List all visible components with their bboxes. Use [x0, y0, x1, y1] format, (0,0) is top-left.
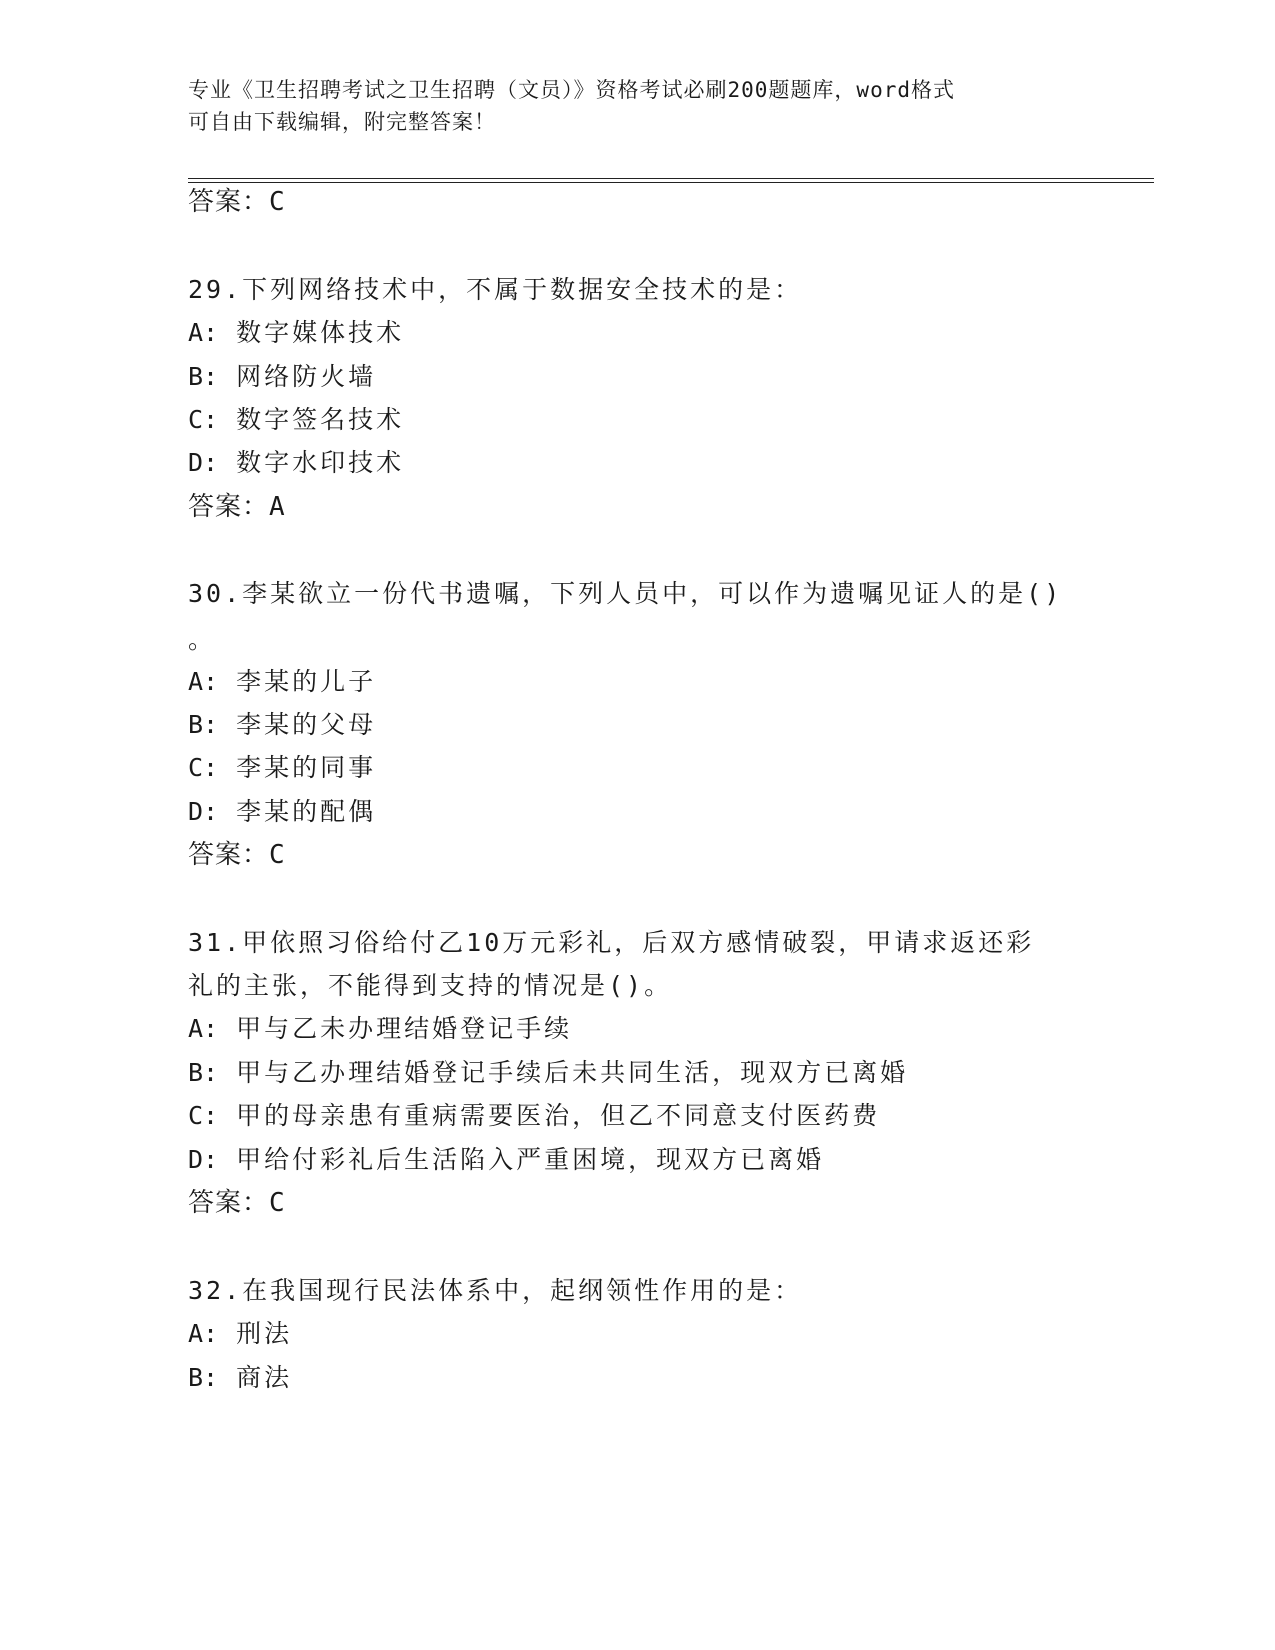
option-text: 甲的母亲患有重病需要医治，但乙不同意支付医药费: [236, 1101, 881, 1130]
question-31-line-2: 礼的主张，不能得到支持的情况是()。: [188, 971, 673, 1000]
option-letter: C:: [188, 405, 219, 434]
option-letter: B:: [188, 710, 219, 739]
document-header: [188, 74, 1088, 138]
question-29-option-b: [188, 361, 376, 393]
answer-label: 答案：: [188, 187, 270, 217]
option-text: 甲与乙未办理结婚登记手续: [236, 1014, 573, 1043]
header-title-line-2: 可自由下载编辑，附完整答案！: [188, 110, 496, 134]
option-text: 数字水印技术: [236, 448, 405, 477]
answer-value: C: [269, 840, 286, 870]
question-31-line-1: 31.甲依照习俗给付乙10万元彩礼，后双方感情破裂，甲请求返还彩: [188, 928, 1035, 957]
answer-label: 答案：: [188, 840, 270, 870]
option-text: 李某的同事: [236, 753, 377, 782]
question-30-line-2: 。: [188, 625, 217, 654]
answer-value: C: [269, 187, 286, 217]
question-31-option-d: [188, 1144, 824, 1176]
option-letter: A:: [188, 1014, 219, 1043]
question-29: 29.下列网络技术中，不属于数据安全技术的是：: [188, 275, 803, 304]
answer-value: A: [269, 492, 286, 522]
option-letter: D:: [188, 448, 219, 477]
question-32-option-a: [188, 1318, 292, 1350]
header-divider-top: [188, 178, 1154, 179]
answer-value: C: [269, 1188, 286, 1218]
question-30-option-b: [188, 709, 376, 741]
question-29-option-a: [188, 317, 404, 349]
answer-label: 答案：: [188, 492, 270, 522]
option-letter: A:: [188, 318, 219, 347]
option-letter: A:: [188, 1319, 219, 1348]
question-30-line-1: 30.李某欲立一份代书遗嘱，下列人员中，可以作为遗嘱见证人的是(): [188, 579, 1063, 608]
answer-31: [188, 1187, 286, 1219]
option-text: 李某的配偶: [236, 797, 377, 826]
option-letter: D:: [188, 797, 219, 826]
question-32: 32.在我国现行民法体系中，起纲领性作用的是：: [188, 1276, 803, 1305]
question-31-option-a: [188, 1013, 572, 1045]
option-text: 李某的儿子: [236, 667, 377, 696]
option-letter: B:: [188, 362, 219, 391]
option-text: 网络防火墙: [236, 362, 377, 391]
header-divider-bottom: [188, 182, 1154, 183]
option-text: 数字媒体技术: [236, 318, 405, 347]
answer-28: [188, 186, 286, 218]
option-text: 甲给付彩礼后生活陷入严重困境，现双方已离婚: [236, 1145, 825, 1174]
answer-29: [188, 491, 286, 523]
header-title-line-1: 专业《卫生招聘考试之卫生招聘（文员）》资格考试必刷200题题库，word格式: [188, 78, 955, 102]
option-letter: D:: [188, 1145, 219, 1174]
question-32-option-b: [188, 1362, 292, 1394]
option-text: 甲与乙办理结婚登记手续后未共同生活，现双方已离婚: [236, 1058, 909, 1087]
question-31-option-b: [188, 1057, 908, 1089]
option-letter: B:: [188, 1363, 219, 1392]
question-29-option-d: [188, 447, 404, 479]
option-text: 李某的父母: [236, 710, 377, 739]
question-30-option-d: [188, 796, 376, 828]
answer-30: [188, 839, 286, 871]
question-30-option-c: [188, 752, 376, 784]
option-letter: C:: [188, 753, 219, 782]
option-letter: A:: [188, 667, 219, 696]
answer-label: 答案：: [188, 1188, 270, 1218]
question-30-option-a: [188, 666, 376, 698]
option-text: 刑法: [236, 1319, 293, 1348]
option-text: 数字签名技术: [236, 405, 405, 434]
question-29-option-c: [188, 404, 404, 436]
question-31-option-c: [188, 1100, 880, 1132]
option-text: 商法: [236, 1363, 293, 1392]
option-letter: C:: [188, 1101, 219, 1130]
option-letter: B:: [188, 1058, 219, 1087]
